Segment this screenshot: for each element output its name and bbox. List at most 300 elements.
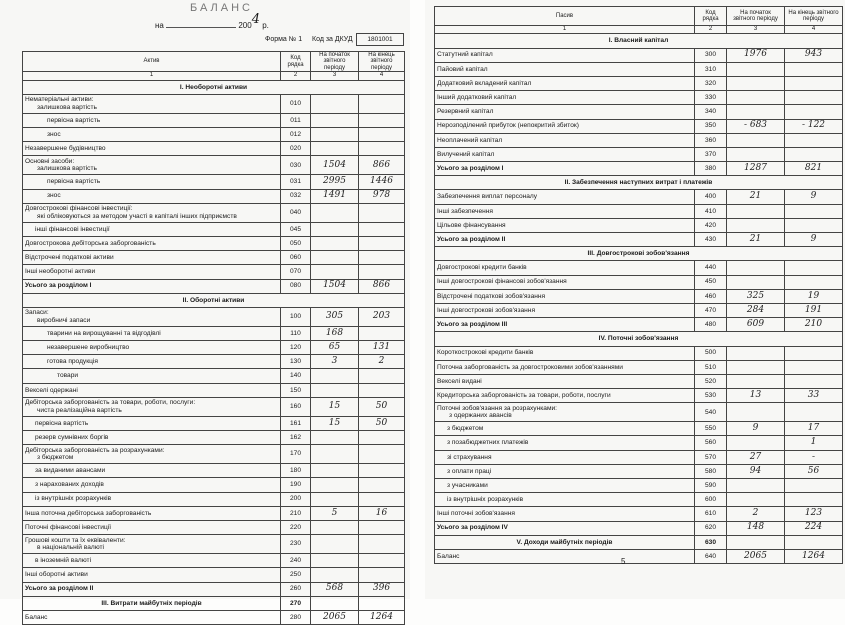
- start-value: [311, 113, 359, 127]
- start-value: 305: [311, 307, 359, 326]
- row-code: 410: [695, 204, 727, 218]
- end-value: 943: [785, 48, 843, 62]
- table-row: [435, 549, 843, 563]
- row-label: первісна вартість: [23, 113, 281, 127]
- end-value: [785, 535, 843, 549]
- column-number: 1: [23, 72, 281, 80]
- row-code: 011: [281, 113, 311, 127]
- table-row: [435, 521, 843, 535]
- row-label: Усього за розділом I: [23, 279, 281, 293]
- row-code: 630: [695, 535, 727, 549]
- start-value: - 683: [727, 119, 785, 133]
- start-value: 94: [727, 464, 785, 478]
- section-heading-row: [435, 535, 843, 549]
- table-row: [23, 464, 405, 478]
- start-value: 325: [727, 289, 785, 303]
- row-label: з бюджетом: [435, 422, 695, 436]
- row-code: 120: [281, 341, 311, 355]
- section-title: I. Власний капітал: [435, 34, 843, 48]
- end-value: [359, 596, 405, 610]
- end-value: [359, 251, 405, 265]
- row-code: 400: [695, 190, 727, 204]
- start-value: [727, 275, 785, 289]
- row-code: 020: [281, 142, 311, 156]
- start-value: [311, 568, 359, 582]
- table-row: [435, 403, 843, 422]
- row-label: інші фінансові інвестиції: [23, 222, 281, 236]
- date-year: 200: [238, 21, 252, 30]
- table-row: [23, 156, 405, 175]
- row-code: 370: [695, 147, 727, 161]
- row-label-sub: чиста реалізаційна вартість: [37, 406, 122, 414]
- row-code: 030: [281, 156, 311, 175]
- end-value: 56: [785, 464, 843, 478]
- start-value: 568: [311, 582, 359, 596]
- end-value: 396: [359, 582, 405, 596]
- start-value: [311, 520, 359, 534]
- start-value: [311, 478, 359, 492]
- row-code: 540: [695, 403, 727, 422]
- end-value: [785, 403, 843, 422]
- start-value: [311, 369, 359, 383]
- start-value: 9: [727, 422, 785, 436]
- table-row: [23, 478, 405, 492]
- end-value: [359, 94, 405, 113]
- table-row: [23, 610, 405, 624]
- row-label: з учасниками: [435, 479, 695, 493]
- row-code: 040: [281, 203, 311, 222]
- table-row: [435, 303, 843, 317]
- row-code: 460: [695, 289, 727, 303]
- date-suffix: р.: [262, 21, 269, 30]
- row-code: 010: [281, 94, 311, 113]
- section-title: II. Забезпечення наступних витрат і платежів: [435, 176, 843, 190]
- row-label: [23, 156, 281, 175]
- row-label: знос: [23, 189, 281, 203]
- end-value: - 122: [785, 119, 843, 133]
- table-row: [435, 147, 843, 161]
- row-label: [23, 307, 281, 326]
- column-header: На кінець звітного періоду: [359, 52, 405, 72]
- section-heading-row: [23, 293, 405, 307]
- end-value: 1: [785, 436, 843, 450]
- row-label: Нерозподілений прибуток (непокритий збиток): [435, 119, 695, 133]
- row-label: товари: [23, 369, 281, 383]
- end-value: [359, 222, 405, 236]
- end-value: [785, 360, 843, 374]
- start-value: [311, 535, 359, 554]
- row-label-main: Грошові кошти та їх еквіваленти:: [25, 536, 126, 544]
- end-value: [359, 535, 405, 554]
- start-value: 65: [311, 341, 359, 355]
- row-label-sub: виробничі запаси: [37, 316, 91, 324]
- row-code: 420: [695, 218, 727, 232]
- start-value: [311, 236, 359, 250]
- row-code: 070: [281, 265, 311, 279]
- table-row: [435, 62, 843, 76]
- row-label-main: Нематеріальні активи:: [25, 96, 94, 104]
- row-label: Вилучений капітал: [435, 147, 695, 161]
- column-number: 3: [311, 72, 359, 80]
- start-value: 1976: [727, 48, 785, 62]
- end-value: [359, 431, 405, 445]
- table-row: [23, 236, 405, 250]
- row-code: 610: [695, 507, 727, 521]
- row-code: 050: [281, 236, 311, 250]
- table-row: [23, 535, 405, 554]
- table-row: [23, 445, 405, 464]
- row-label: [23, 535, 281, 554]
- start-value: [311, 203, 359, 222]
- table-row: [435, 275, 843, 289]
- column-header: Код рядка: [281, 52, 311, 72]
- table-row: [435, 91, 843, 105]
- start-value: 1287: [727, 162, 785, 176]
- table-row: [435, 105, 843, 119]
- row-label: [435, 403, 695, 422]
- section-title: V. Доходи майбутніх періодів: [435, 535, 695, 549]
- row-code: 330: [695, 91, 727, 105]
- end-value: 131: [359, 341, 405, 355]
- row-label: Усього за розділом IV: [435, 521, 695, 535]
- row-code: 320: [695, 76, 727, 90]
- row-label: Інші поточні зобов'язання: [435, 507, 695, 521]
- column-header-row: [23, 52, 405, 72]
- start-value: [727, 403, 785, 422]
- end-value: 1264: [785, 549, 843, 563]
- table-row: [23, 128, 405, 142]
- row-label: з оплати праці: [435, 464, 695, 478]
- start-value: [311, 445, 359, 464]
- row-code: 570: [695, 450, 727, 464]
- row-code: 350: [695, 119, 727, 133]
- row-code: 590: [695, 479, 727, 493]
- start-value: 3: [311, 355, 359, 369]
- row-label-sub: які обліковуються за методом участі в капіталі інших підприємств: [37, 212, 237, 220]
- end-value: -: [785, 450, 843, 464]
- row-code: 031: [281, 175, 311, 189]
- row-label: Додатковий вкладений капітал: [435, 76, 695, 90]
- row-code: 161: [281, 416, 311, 430]
- end-value: 50: [359, 416, 405, 430]
- end-value: 866: [359, 156, 405, 175]
- row-code: 510: [695, 360, 727, 374]
- table-row: [23, 94, 405, 113]
- end-value: [785, 91, 843, 105]
- table-row: [435, 479, 843, 493]
- row-label: з позабюджетних платежів: [435, 436, 695, 450]
- start-value: [727, 479, 785, 493]
- table-row: [23, 113, 405, 127]
- table-row: [435, 436, 843, 450]
- row-code: 560: [695, 436, 727, 450]
- row-code: 060: [281, 251, 311, 265]
- end-value: [359, 520, 405, 534]
- table-row: [435, 119, 843, 133]
- row-label-sub: з бюджетом: [37, 454, 74, 462]
- row-code: 340: [695, 105, 727, 119]
- row-label-main: Запаси:: [25, 309, 49, 317]
- row-code: 130: [281, 355, 311, 369]
- end-value: [785, 62, 843, 76]
- row-label: первісна вартість: [23, 416, 281, 430]
- start-value: [727, 204, 785, 218]
- row-label: [23, 203, 281, 222]
- start-value: [311, 265, 359, 279]
- end-value: [359, 128, 405, 142]
- row-label: Короткострокові кредити банків: [435, 346, 695, 360]
- row-label: Цільове фінансування: [435, 218, 695, 232]
- column-number-row: [23, 72, 405, 80]
- start-value: [311, 431, 359, 445]
- start-value: 1504: [311, 156, 359, 175]
- table-row: [435, 133, 843, 147]
- section-heading-row: [23, 80, 405, 94]
- end-value: 821: [785, 162, 843, 176]
- start-value: [727, 218, 785, 232]
- row-code: 300: [695, 48, 727, 62]
- table-row: [23, 307, 405, 326]
- table-row: [23, 222, 405, 236]
- start-value: 1491: [311, 189, 359, 203]
- end-value: 191: [785, 303, 843, 317]
- start-value: [727, 436, 785, 450]
- row-code: 580: [695, 464, 727, 478]
- end-value: [785, 275, 843, 289]
- end-value: [359, 265, 405, 279]
- row-label-main: Дебіторська заборгованість за товари, роботи, послуги:: [25, 399, 196, 407]
- row-code: 270: [281, 596, 311, 610]
- table-row: [23, 279, 405, 293]
- end-value: [359, 478, 405, 492]
- start-value: [727, 105, 785, 119]
- start-value: [727, 62, 785, 76]
- start-value: [311, 492, 359, 506]
- table-row: [435, 464, 843, 478]
- row-label: Інші забезпечення: [435, 204, 695, 218]
- start-value: [311, 142, 359, 156]
- row-label: Баланс: [23, 610, 281, 624]
- row-label: Векселі одержані: [23, 383, 281, 397]
- table-row: [23, 582, 405, 596]
- row-label: Векселі видані: [435, 374, 695, 388]
- start-value: [311, 554, 359, 568]
- row-code: 140: [281, 369, 311, 383]
- end-value: [785, 133, 843, 147]
- start-value: [727, 133, 785, 147]
- table-row: [23, 251, 405, 265]
- table-row: [23, 383, 405, 397]
- end-value: 866: [359, 279, 405, 293]
- table-row: [435, 360, 843, 374]
- row-code: 550: [695, 422, 727, 436]
- row-label-sub: залишкова вартість: [37, 103, 97, 111]
- table-row: [435, 204, 843, 218]
- end-value: [359, 383, 405, 397]
- table-row: [23, 142, 405, 156]
- row-label: Інші довгострокові зобов'язання: [435, 303, 695, 317]
- row-code: 210: [281, 506, 311, 520]
- row-label: Резервний капітал: [435, 105, 695, 119]
- end-value: 33: [785, 389, 843, 403]
- table-row: [435, 261, 843, 275]
- column-number: 1: [435, 26, 695, 34]
- row-label: з нарахованих доходів: [23, 478, 281, 492]
- start-value: [311, 251, 359, 265]
- start-value: 284: [727, 303, 785, 317]
- row-code: 110: [281, 326, 311, 340]
- row-label: Інші довгострокові фінансові зобов'язання: [435, 275, 695, 289]
- section-title: IV. Поточні зобов'язання: [435, 332, 843, 346]
- row-label: Усього за розділом I: [435, 162, 695, 176]
- row-label: тварини на вирощуванні та відгодівлі: [23, 326, 281, 340]
- end-value: [785, 493, 843, 507]
- start-value: 2: [727, 507, 785, 521]
- row-label-main: Довгострокові фінансові інвестиції:: [25, 205, 133, 213]
- end-value: 224: [785, 521, 843, 535]
- start-value: 609: [727, 318, 785, 332]
- row-code: 310: [695, 62, 727, 76]
- start-value: 27: [727, 450, 785, 464]
- row-label-sub: залишкова вартість: [37, 165, 97, 173]
- table-row: [435, 218, 843, 232]
- column-header: Код рядка: [695, 7, 727, 26]
- table-row: [23, 189, 405, 203]
- end-value: [785, 479, 843, 493]
- row-code: 480: [695, 318, 727, 332]
- section-heading-row: [23, 596, 405, 610]
- row-label: за виданими авансами: [23, 464, 281, 478]
- start-value: 2995: [311, 175, 359, 189]
- start-value: 168: [311, 326, 359, 340]
- row-label: Інша поточна дебіторська заборгованість: [23, 506, 281, 520]
- row-code: 170: [281, 445, 311, 464]
- table-row: [23, 492, 405, 506]
- row-code: 440: [695, 261, 727, 275]
- table-row: [23, 175, 405, 189]
- end-value: [785, 204, 843, 218]
- start-value: [727, 346, 785, 360]
- table-row: [23, 369, 405, 383]
- section-heading-row: [435, 247, 843, 261]
- end-value: 16: [359, 506, 405, 520]
- start-value: [727, 535, 785, 549]
- table-row: [23, 416, 405, 430]
- column-header-row: [435, 7, 843, 26]
- code-label: Код за ДКУД: [312, 36, 353, 43]
- table-row: [23, 520, 405, 534]
- row-label: із внутрішніх розрахунків: [435, 493, 695, 507]
- start-value: [311, 128, 359, 142]
- table-row: [435, 318, 843, 332]
- date-blank: [166, 27, 236, 28]
- row-code: 250: [281, 568, 311, 582]
- start-value: [311, 94, 359, 113]
- row-label: в іноземній валюті: [23, 554, 281, 568]
- end-value: [359, 326, 405, 340]
- start-value: [311, 464, 359, 478]
- row-code: 080: [281, 279, 311, 293]
- asset-table: [22, 51, 405, 625]
- row-code: 240: [281, 554, 311, 568]
- row-label-main: Дебіторська заборгованість за розрахунками:: [25, 446, 165, 454]
- row-code: 190: [281, 478, 311, 492]
- liability-table: [434, 6, 843, 564]
- row-code: 470: [695, 303, 727, 317]
- row-code: 180: [281, 464, 311, 478]
- row-label-sub: в національній валюті: [37, 544, 104, 552]
- row-label: [23, 445, 281, 464]
- table-row: [23, 397, 405, 416]
- end-value: [359, 554, 405, 568]
- end-value: 2: [359, 355, 405, 369]
- row-label: Усього за розділом II: [435, 233, 695, 247]
- table-row: [23, 568, 405, 582]
- column-header: На початок звітного періоду: [727, 7, 785, 26]
- column-header: На кінець звітного періоду: [785, 7, 843, 26]
- column-number: 3: [727, 26, 785, 34]
- table-row: [23, 265, 405, 279]
- row-code: 530: [695, 389, 727, 403]
- table-row: [435, 76, 843, 90]
- end-value: 978: [359, 189, 405, 203]
- row-label: резерв сумнівних боргів: [23, 431, 281, 445]
- table-row: [435, 493, 843, 507]
- start-value: 148: [727, 521, 785, 535]
- section-title: III. Витрати майбутніх періодів: [23, 596, 281, 610]
- row-label: Поточна заборгованість за довгостроковими зобов'язаннями: [435, 360, 695, 374]
- table-row: [435, 450, 843, 464]
- row-label: первісна вартість: [23, 175, 281, 189]
- end-value: 17: [785, 422, 843, 436]
- row-label: Незавершене будівництво: [23, 142, 281, 156]
- balance-title: БАЛАНС: [190, 2, 253, 14]
- row-code: 450: [695, 275, 727, 289]
- date-year-digit: 4: [251, 12, 260, 27]
- date-prefix: на: [155, 21, 164, 30]
- row-label: Поточні фінансові інвестиції: [23, 520, 281, 534]
- column-number: 4: [359, 72, 405, 80]
- column-number: 2: [695, 26, 727, 34]
- end-value: [359, 492, 405, 506]
- row-code: 230: [281, 535, 311, 554]
- table-row: [435, 289, 843, 303]
- start-value: [727, 76, 785, 90]
- row-label: незавершене виробництво: [23, 341, 281, 355]
- column-header: На початок звітного періоду: [311, 52, 359, 72]
- end-value: 1446: [359, 175, 405, 189]
- end-value: 9: [785, 190, 843, 204]
- row-code: 220: [281, 520, 311, 534]
- end-value: 50: [359, 397, 405, 416]
- column-number-row: [435, 26, 843, 34]
- table-row: [435, 389, 843, 403]
- table-row: [435, 507, 843, 521]
- row-code: 260: [281, 582, 311, 596]
- row-label: [23, 94, 281, 113]
- row-code: 100: [281, 307, 311, 326]
- end-value: [785, 218, 843, 232]
- end-value: [359, 113, 405, 127]
- left-page: [0, 0, 410, 622]
- row-label: знос: [23, 128, 281, 142]
- row-label: Усього за розділом III: [435, 318, 695, 332]
- row-label-main: Основні засоби:: [25, 157, 75, 165]
- row-code: 430: [695, 233, 727, 247]
- table-row: [435, 346, 843, 360]
- form-label: Форма № 1: [265, 36, 303, 43]
- section-title: I. Необоротні активи: [23, 80, 405, 94]
